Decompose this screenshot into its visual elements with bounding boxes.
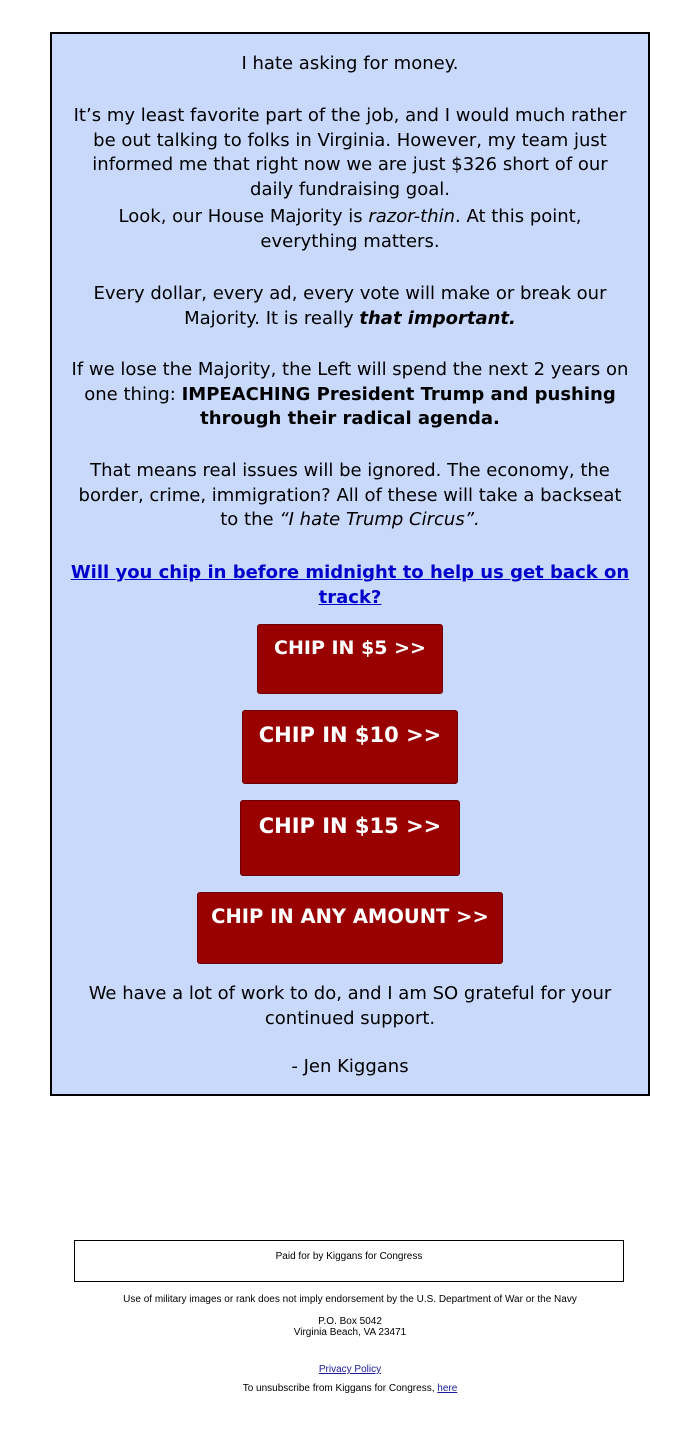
privacy-row xyxy=(50,1364,650,1375)
unsubscribe-link[interactable]: here xyxy=(437,1383,458,1394)
chip-in-15-button[interactable] xyxy=(240,800,460,876)
donation-ask xyxy=(52,561,648,610)
address-line-2: Virginia Beach, VA 23471 xyxy=(293,1327,407,1338)
razor-thin-emphasis: razor-thin xyxy=(368,206,456,227)
chip-in-5-button[interactable] xyxy=(257,624,443,694)
privacy-policy-link[interactable]: Privacy Policy xyxy=(318,1364,382,1375)
chip-in-any-amount-label: CHIP IN ANY AMOUNT >> xyxy=(211,905,489,928)
unsubscribe-row xyxy=(50,1383,650,1394)
paragraph-impeach-text: If we lose the Majority, the Left will spend the next 2 years on one thing: xyxy=(71,359,629,405)
that-important-emphasis: that important. xyxy=(359,307,516,329)
chip-in-any-amount-button[interactable] xyxy=(197,892,503,964)
chip-in-10-button[interactable] xyxy=(242,710,458,784)
paragraph-issues xyxy=(52,459,648,533)
chip-in-5-label: CHIP IN $5 >> xyxy=(274,637,426,659)
paid-for-text: Paid for by Kiggans for Congress xyxy=(275,1251,423,1262)
military-disclaimer: Use of military images or rank does not imply endorsement by the U.S. Department of War or the Navy xyxy=(123,1294,577,1305)
unsubscribe-text: To unsubscribe from Kiggans for Congress, xyxy=(242,1383,438,1394)
address-line-1: P.O. Box 5042 xyxy=(318,1316,382,1327)
paragraph-issues-text: That means real issues will be ignored. The economy, the border, crime, immigration? All of these will take a backseat to the xyxy=(78,460,622,530)
paragraph-goal: It’s my least favorite part of the job, and I would much rather be out talking to folks in Virginia. However, my team just informed me that right now we are just $326 short of our daily fundraising goal. xyxy=(73,105,627,200)
trump-circus-emphasis: “I hate Trump Circus”. xyxy=(279,509,480,530)
email-card xyxy=(50,32,650,1096)
chip-in-15-label: CHIP IN $15 >> xyxy=(258,814,442,838)
donation-ask-link[interactable]: Will you chip in before midnight to help us get back on track? xyxy=(70,562,630,608)
paid-for-box xyxy=(74,1240,624,1282)
paragraph-impeach xyxy=(52,358,648,432)
impeach-emphasis: IMPEACHING President Trump and pushing through their radical agenda. xyxy=(181,383,616,429)
chip-in-10-label: CHIP IN $10 >> xyxy=(258,723,442,747)
opening-line: I hate asking for money. xyxy=(241,53,459,74)
paragraph-majority xyxy=(52,205,648,254)
signature: - Jen Kiggans xyxy=(291,1056,409,1077)
paragraph-majority-tail: . At this point, everything matters. xyxy=(260,206,582,252)
paragraph-grateful: We have a lot of work to do, and I am SO grateful for your continued support. xyxy=(88,983,612,1029)
paragraph-every-dollar xyxy=(52,282,648,331)
paragraph-majority-text: Look, our House Majority is xyxy=(118,206,369,227)
paragraph-every-dollar-text: Every dollar, every ad, every vote will make or break our Majority. It is really xyxy=(93,283,607,329)
